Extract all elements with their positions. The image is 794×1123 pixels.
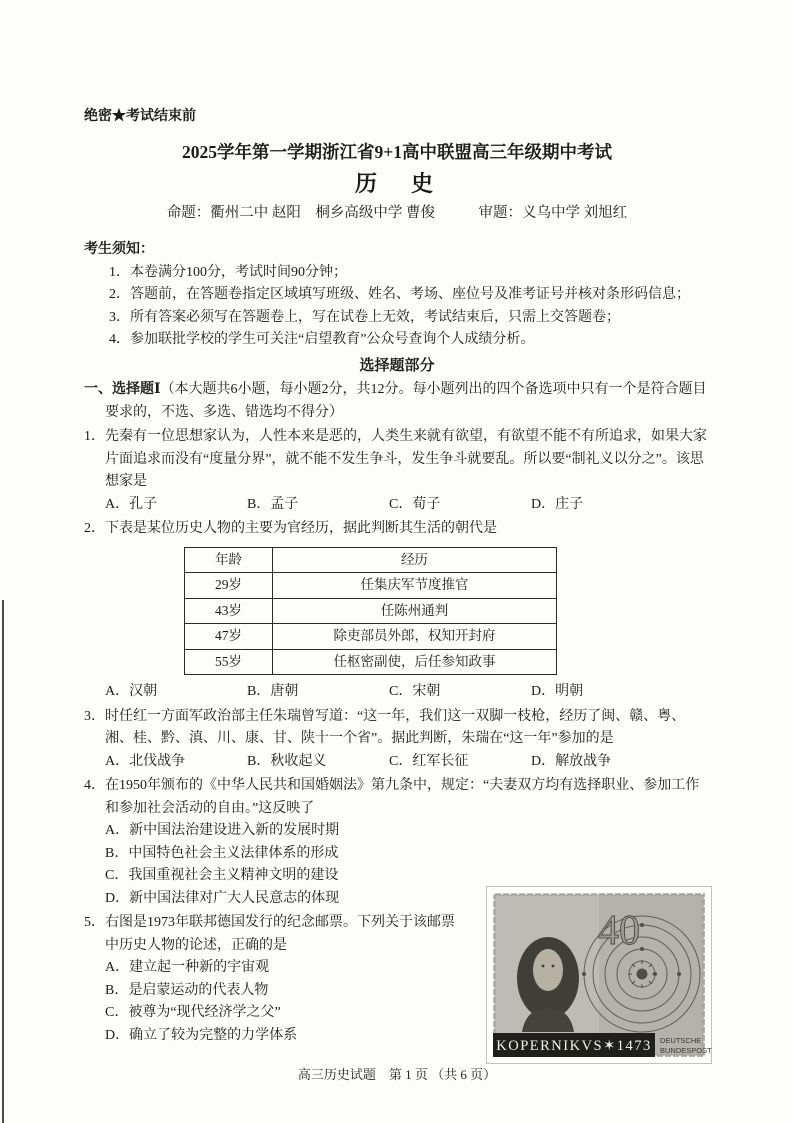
- notice-item-2: 2．答题前，在答题卷指定区域填写班级、姓名、考场、座位号及准考证号并核对条形码信息；: [109, 287, 690, 302]
- notice-title: 考生须知：: [84, 242, 154, 257]
- part1-label: 一、选择题Ⅰ: [84, 382, 161, 397]
- table-header-row: [185, 547, 557, 573]
- question-1-number: 1．: [84, 429, 105, 444]
- question-2-stem: [84, 518, 710, 541]
- portrait-face: [533, 949, 563, 991]
- option-d: D．解放战争: [531, 753, 612, 769]
- notice-item-4: 4．参加联批学校的学生可关注“启望教育”公众号查询个人成绩分析。: [109, 332, 535, 347]
- question-3-number: 3．: [84, 708, 105, 724]
- notice-list: [84, 262, 710, 352]
- question-5-text: 右图是1973年联邦德国发行的纪念邮票。下列关于该邮票中历史人物的论述，正确的是: [105, 915, 455, 953]
- option-b: B．秋收起义: [247, 753, 327, 769]
- question-5-number: 5．: [84, 915, 105, 930]
- table-cell-age: 43岁: [185, 598, 273, 624]
- section-title: 选择题部分: [359, 357, 435, 374]
- option-a: A．建立起一种新的宇宙观: [105, 960, 270, 975]
- question-2-options: [105, 681, 710, 704]
- table-row: [185, 624, 557, 650]
- option-d: D．确立了较为完整的力学体系: [105, 1027, 298, 1043]
- subject-title: 历 史: [354, 171, 439, 196]
- question-5-stem: [84, 912, 468, 957]
- stamp-country-line1: DEUTSCHE: [660, 1036, 702, 1045]
- question-3-options: [105, 751, 710, 774]
- table-cell-age: 47岁: [185, 624, 273, 650]
- option-c: C．红军长征: [389, 753, 469, 769]
- question-1-options: [105, 494, 710, 517]
- question-1-text: 先秦有一位思想家认为，人性本来是恶的，人类生来就有欲望，有欲望不能不有所追求，如果大家片面追求而没有“度量分界”，就不能不发生争斗，发生争斗就要乱。所以要“制礼义以分之”。该思想家是: [105, 429, 707, 489]
- career-table: [184, 547, 557, 676]
- question-4-number: 4．: [84, 778, 105, 793]
- table-cell-experience: 除吏部员外郎，权知开封府: [273, 624, 557, 650]
- table-cell-age: 29岁: [185, 573, 273, 599]
- security-notice: 绝密★考试结束前: [84, 109, 196, 124]
- option-c: C．荀子: [389, 496, 441, 512]
- question-2-text: 下表是某位历史人物的主要为官经历，据此判断其生活的朝代是: [105, 521, 497, 536]
- setters-line: 命题：衢州二中 赵阳 桐乡高级中学 曹俊 审题：义乌中学 刘旭红: [166, 204, 628, 221]
- exam-title: 2025学年第一学期浙江省9+1高中联盟高三年级期中考试: [182, 141, 612, 162]
- question-3-text: 时任红一方面军政治部主任朱瑞曾写道：“这一年，我们这一双脚一枝枪，经历了闽、赣、粤、湘、桂、黔、滇、川、康、甘、陕十一个省”。据此判断，朱瑞在“这一年”参加的是: [105, 708, 686, 746]
- option-c: C．宋朝: [389, 684, 441, 699]
- option-a: A．新中国法治建设进入新的发展时期: [105, 823, 340, 838]
- question-3: [84, 706, 710, 774]
- option-b: B．孟子: [247, 496, 299, 512]
- question-2: [84, 518, 710, 704]
- option-d: D．新中国法律对广大人民意志的体现: [105, 890, 340, 906]
- table-header-age: 年龄: [185, 547, 273, 573]
- option-c: C．被尊为“现代经济学之父”: [105, 1005, 281, 1020]
- stamp-country-line2: BUNDESPOST: [660, 1046, 712, 1055]
- option-d: D．明朝: [531, 684, 584, 699]
- part1-heading: [84, 379, 710, 424]
- table-cell-experience: 任集庆军节度推官: [273, 573, 557, 599]
- option-c: C．我国重视社会主义精神文明的建设: [105, 868, 339, 883]
- table-cell-experience: 任陈州通判: [273, 598, 557, 624]
- option-a: A．北伐战争: [105, 753, 186, 769]
- option-b: B．中国特色社会主义法律体系的形成: [105, 845, 339, 861]
- table-row: [185, 649, 557, 675]
- table-row: [185, 598, 557, 624]
- table-row: [185, 573, 557, 599]
- table-cell-age: 55岁: [185, 649, 273, 675]
- page-footer: 高三历史试题 第 1 页 （共 6 页）: [297, 1067, 497, 1082]
- option-b: B．唐朝: [247, 684, 299, 699]
- question-1-stem: [84, 426, 710, 494]
- notice-item-1: 1．本卷满分100分，考试时间90分钟；: [109, 264, 347, 280]
- question-4-stem: [84, 775, 710, 820]
- table-cell-experience: 任枢密副使，后任参知政事: [273, 649, 557, 675]
- option-b: B．是启蒙运动的代表人物: [105, 982, 269, 998]
- stamp-denomination: 40: [598, 908, 640, 954]
- option-a: A．汉朝: [105, 684, 158, 699]
- question-2-number: 2．: [84, 521, 105, 536]
- table-header-experience: 经历: [273, 547, 557, 573]
- question-5: [84, 908, 712, 1055]
- option-a: A．孔子: [105, 496, 158, 512]
- question-3-stem: [84, 706, 710, 751]
- question-4-text: 在1950年颁布的《中华人民共和国婚姻法》第九条中，规定：“夫妻双方均有选择职业、参加工作和参加社会活动的自由。”这反映了: [105, 778, 700, 816]
- page-content: [84, 106, 712, 1055]
- part1-description: （本大题共6小题，每小题2分，共12分。每小题列出的四个备选项中只有一个是符合题目要求的，不选、多选、错选均不得分）: [105, 382, 707, 420]
- scan-artifact-line: [2, 600, 4, 1123]
- option-d: D．庄子: [531, 496, 584, 512]
- stamp-caption: KOPERNIKVS✶1473: [496, 1038, 652, 1054]
- copernicus-stamp-image: [486, 886, 712, 1064]
- notice-item-3: 3．所有答案必须写在答题卷上，写在试卷上无效，考试结束后，只需上交答题卷；: [109, 309, 620, 325]
- question-1: [84, 426, 710, 516]
